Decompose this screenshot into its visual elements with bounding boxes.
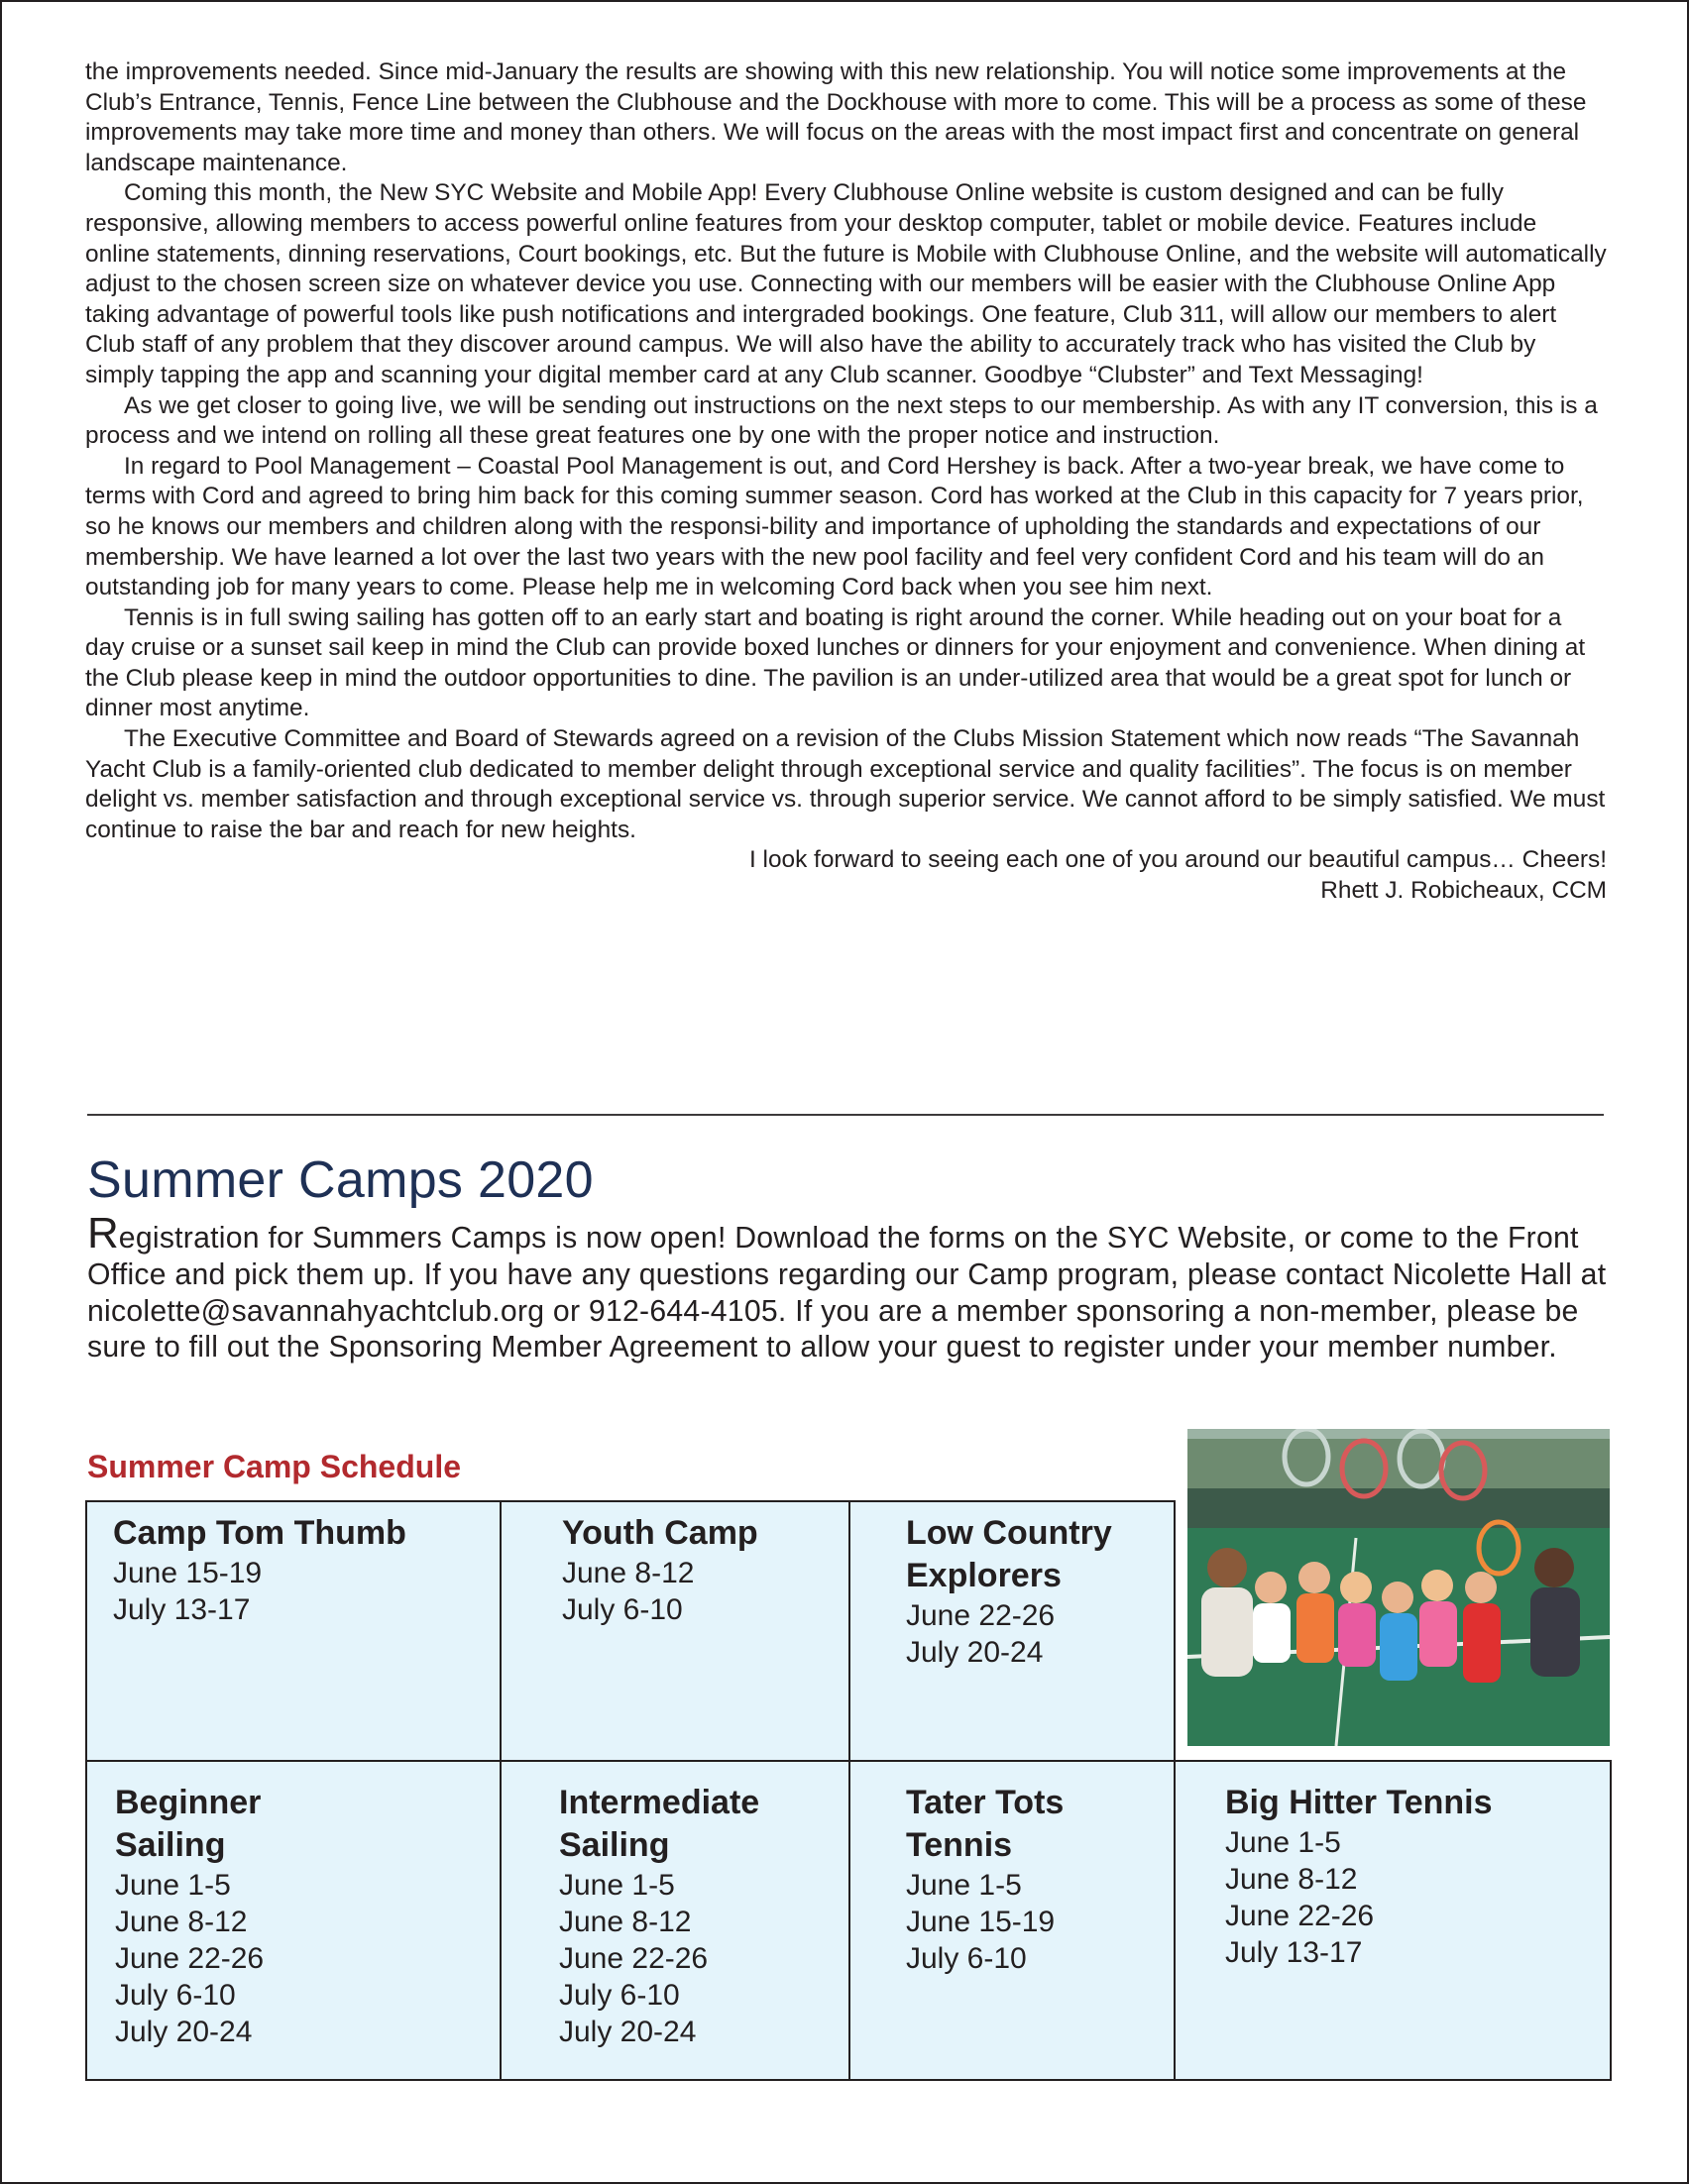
camp-date: July 6-10 xyxy=(115,1979,236,2012)
letter-closing: I look forward to seeing each one of you around our beautiful campus… Cheers! xyxy=(748,846,1607,874)
camp-cell-camp-tom-thumb xyxy=(85,1500,502,1762)
camp-name: Explorers xyxy=(906,1557,1062,1594)
camp-name: Tater Tots xyxy=(906,1784,1065,1821)
camp-date: July 20-24 xyxy=(115,2016,253,2048)
letter-paragraph: Coming this month, the New SYC Website and Mobile App! Every Clubhouse Online website is custom designed and can be fully responsive, allowing members to access powerful online features from your desktop computer, tablet or mobile device. Features include online statements, dinning reservations, Court bookings, etc. But the future is Mobile with Clubhouse Online, and the website will automatically adjust to the chosen screen size on whatever device you use. Connecting with our members will be easier with the Clubhouse Online App taking advantage of powerful tools like push notifications and intergraded bookings. One feature, Club 311, will allow our members to alert Club staff of any problem that they discover around campus. We will also have the ability to accurately track who has visited the Club by simply tapping the app and scanning your digital member card at any Club scanner. Goodbye “Clubster” and Text Messaging! xyxy=(85,179,1607,388)
camp-name: Tennis xyxy=(906,1826,1013,1864)
camp-cell-low-country-explorers xyxy=(848,1500,1176,1762)
camp-date: June 15-19 xyxy=(906,1906,1056,1938)
camp-date: June 1-5 xyxy=(1225,1826,1341,1859)
camp-date: June 1-5 xyxy=(559,1869,675,1902)
camp-date: July 6-10 xyxy=(906,1942,1027,1975)
camp-name: Beginner xyxy=(115,1784,262,1821)
camp-name: Low Country xyxy=(906,1514,1112,1552)
director-letter xyxy=(85,57,1607,907)
camp-date: June 8-12 xyxy=(115,1906,248,1938)
camp-date: July 20-24 xyxy=(559,2016,697,2048)
intro-text: egistration for Summers Camps is now open! Download the forms on the SYC Website, or come to the Front Office and pick them up. If you have any questions regarding our Camp program, please contact Nicolette Hall at nicolette@savannahyachtclub.org or 912-644-4105. If you are a member sponsoring a non-member, please be sure to fill out the Sponsoring Member Agreement to allow your guest to register under your member number. xyxy=(87,1222,1607,1365)
camp-date: June 8-12 xyxy=(1225,1863,1358,1896)
camp-name: Youth Camp xyxy=(562,1514,758,1552)
camp-date: June 22-26 xyxy=(559,1942,709,1975)
section-divider xyxy=(87,1114,1604,1116)
camp-cell-tater-tots-tennis xyxy=(848,1760,1176,2081)
tennis-kids-photo-graphic xyxy=(1187,1429,1610,1746)
camp-cell-youth-camp xyxy=(500,1500,850,1762)
camp-name: Big Hitter Tennis xyxy=(1225,1784,1493,1821)
schedule-title: Summer Camp Schedule xyxy=(87,1449,461,1484)
camp-date: June 1-5 xyxy=(115,1869,231,1902)
camp-date: July 13-17 xyxy=(1225,1936,1363,1969)
intro-initial: R xyxy=(87,1209,119,1257)
camp-date: June 15-19 xyxy=(113,1557,263,1589)
camp-name: Camp Tom Thumb xyxy=(113,1514,406,1552)
camp-name: Intermediate xyxy=(559,1784,760,1821)
camp-date: July 13-17 xyxy=(113,1593,251,1626)
letter-paragraph: the improvements needed. Since mid-January the results are showing with this new relationship. You will notice some improvements at the Club’s Entrance, Tennis, Fence Line between the Clubhouse and the Dockhouse with more to come. This will be a process as some of these improvements may take more time and money than others. We will focus on the areas with the most impact first and concentrate on general landscape maintenance. xyxy=(85,58,1587,176)
camp-date: June 8-12 xyxy=(559,1906,692,1938)
summer-camps-intro xyxy=(87,1209,1624,1366)
letter-paragraph: As we get closer to going live, we will be sending out instructions on the next steps to our membership. As with any IT conversion, this is a process and we intend on rolling all these great features one by one with the proper notice and instruction. xyxy=(85,391,1598,450)
letter-paragraph: Tennis is in full swing sailing has gotten off to an early start and boating is right around the corner. While heading out on your boat for a day cruise or a sunset sail keep in mind the Club can provide boxed lunches or dinners for your enjoyment and convenience. When dining at the Club please keep in mind the outdoor opportunities to dine. The pavilion is an under-utilized area that would be a great spot for lunch or dinner most anytime. xyxy=(85,603,1586,722)
camp-date: June 8-12 xyxy=(562,1557,695,1589)
tennis-kids-photo xyxy=(1187,1429,1610,1746)
letter-paragraph: The Executive Committee and Board of Stewards agreed on a revision of the Clubs Mission Statement which now reads “The Savannah Yacht Club is a family-oriented club dedicated to member delight through exceptional service and quality facilities”. The focus is on member delight vs. member satisfaction and through exceptional service vs. through superior service. We cannot afford to be simply satisfied. We must continue to raise the bar and reach for new heights. xyxy=(85,725,1606,843)
camp-date: June 1-5 xyxy=(906,1869,1022,1902)
camp-date: June 22-26 xyxy=(1225,1900,1375,1932)
camp-date: July 20-24 xyxy=(906,1636,1044,1669)
letter-paragraph: In regard to Pool Management – Coastal Pool Management is out, and Cord Hershey is back. After a two-year break, we have come to terms with Cord and agreed to bring him back for this coming summer season. Cord has worked at the Club in this capacity for 7 years prior, so he knows our members and children along with the responsi-bility and importance of upholding the standards and expectations of our membership. We have learned a lot over the last two years with the new pool facility and feel very confident Cord and his team will do an outstanding job for many years to come. Please help me in welcoming Cord back when you see him next. xyxy=(85,452,1584,601)
camp-date: July 6-10 xyxy=(562,1593,683,1626)
camp-cell-big-hitter-tennis xyxy=(1174,1760,1612,2081)
summer-camps-title: Summer Camps 2020 xyxy=(87,1151,594,1209)
camp-date: June 22-26 xyxy=(115,1942,265,1975)
camp-cell-beginner-sailing xyxy=(85,1760,502,2081)
camp-name: Sailing xyxy=(559,1826,670,1864)
camp-name: Sailing xyxy=(115,1826,226,1864)
camp-cell-intermediate-sailing xyxy=(500,1760,850,2081)
camp-date: June 22-26 xyxy=(906,1599,1056,1632)
camp-date: July 6-10 xyxy=(559,1979,680,2012)
letter-signature: Rhett J. Robicheaux, CCM xyxy=(1320,877,1607,905)
